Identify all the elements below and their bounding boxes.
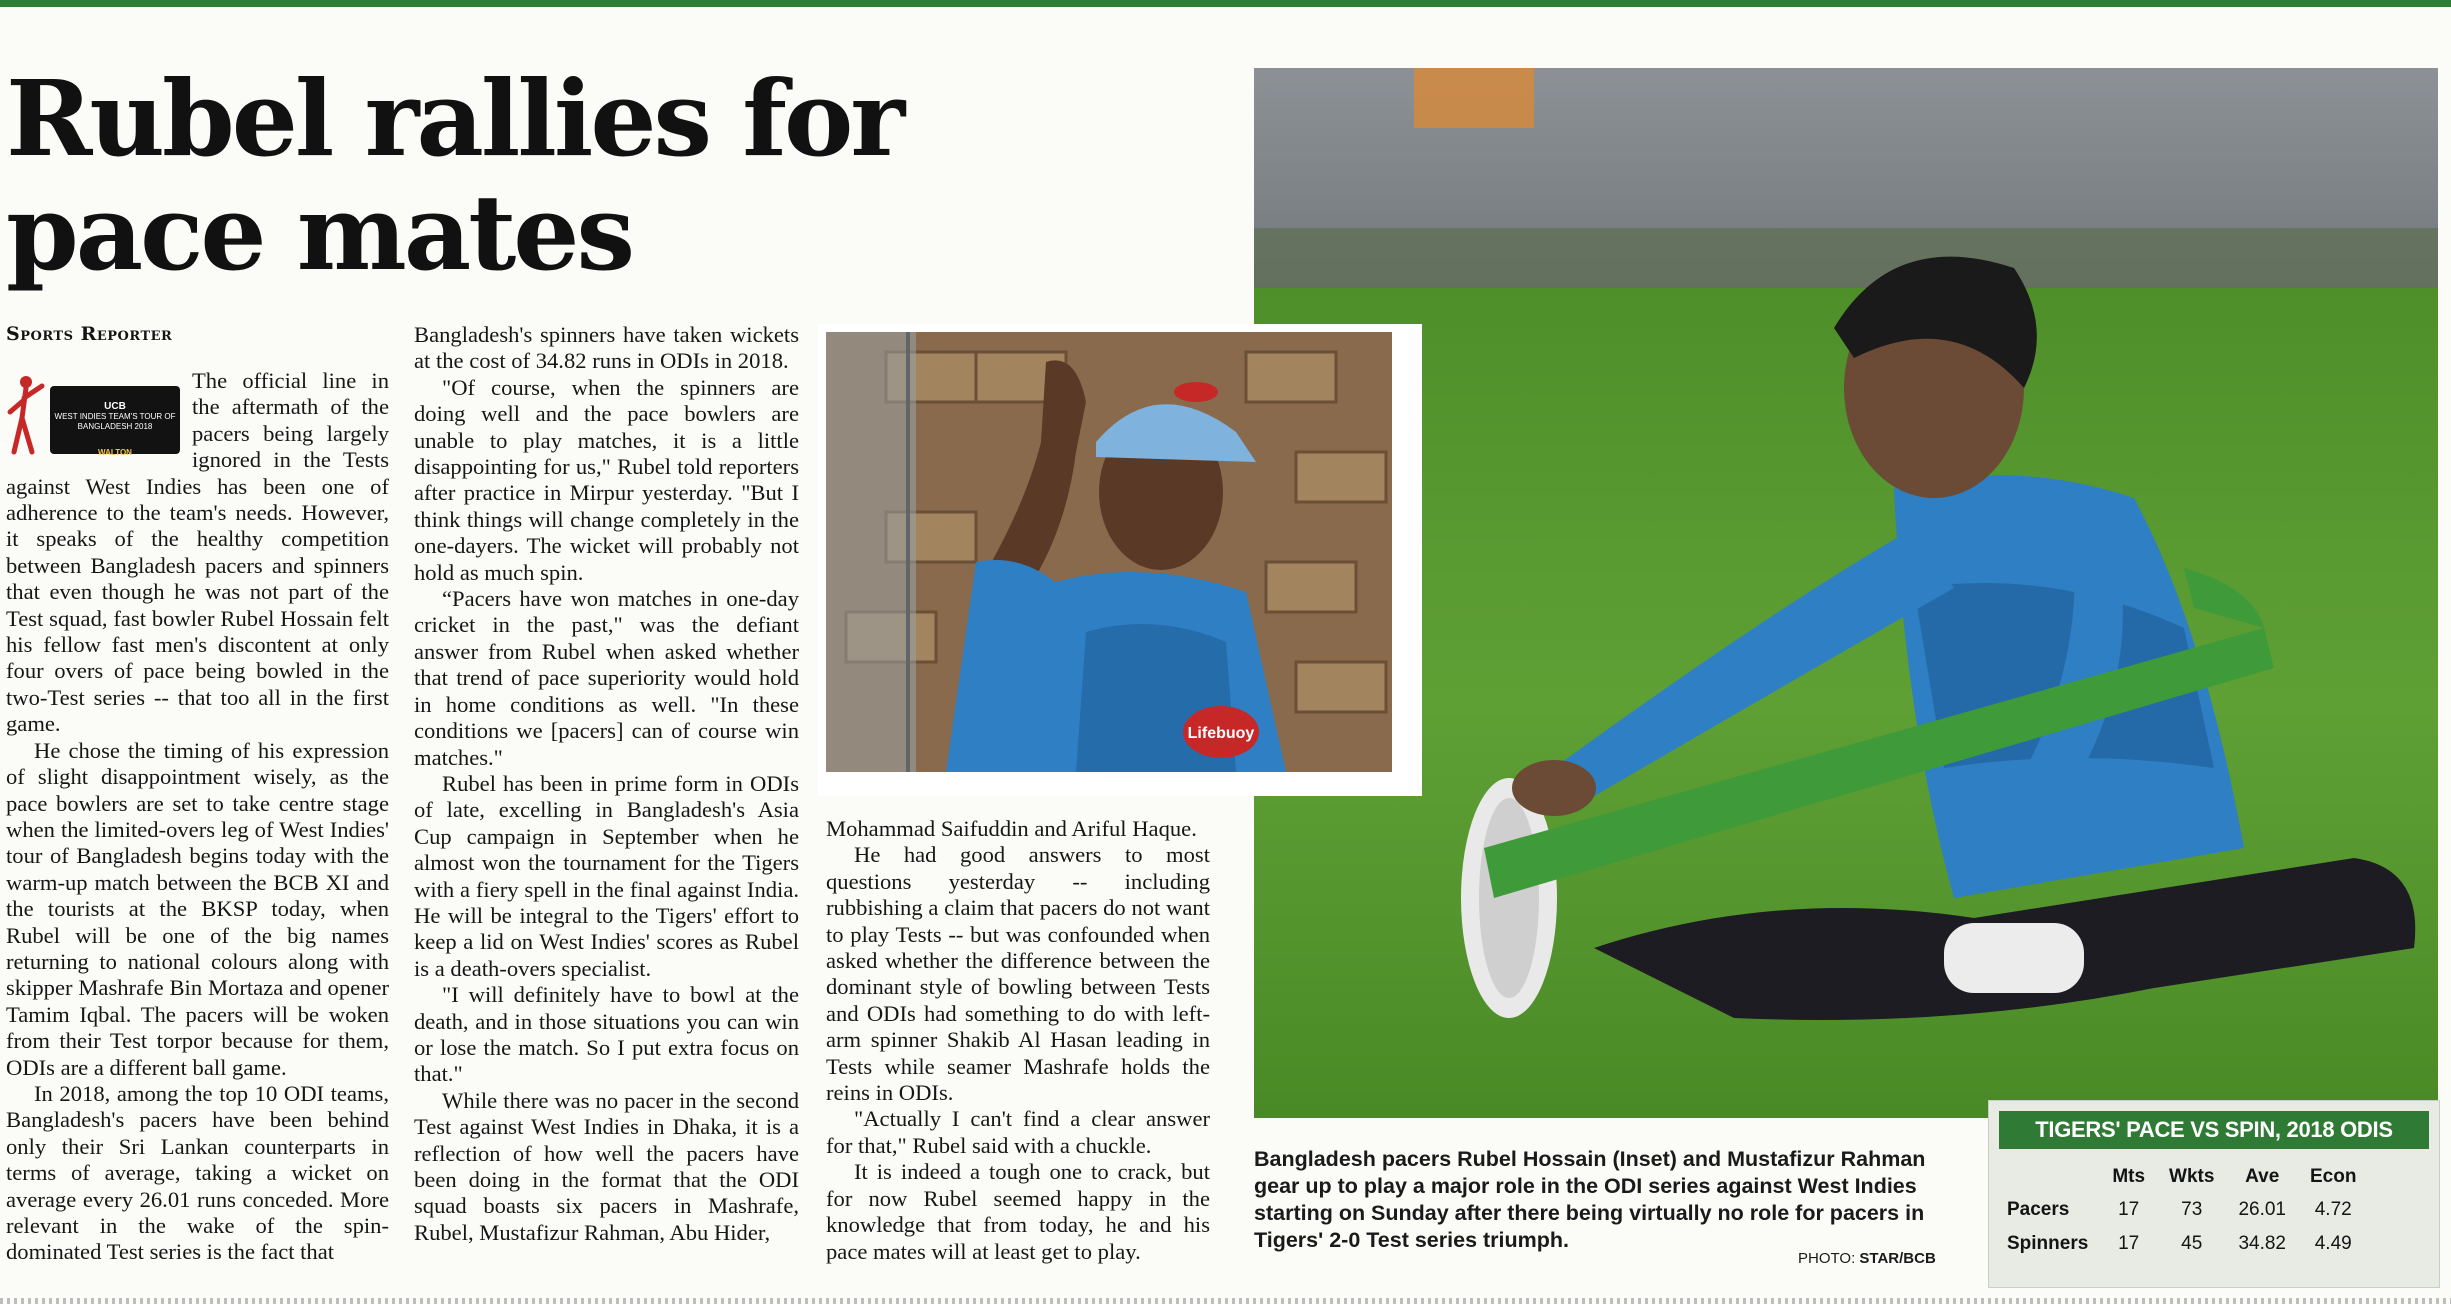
photo-caption: Bangladesh pacers Rubel Hossain (Inset) and Mustafizur Rahman gear up to play a major role in the ODI series against West Indies starting on Sunday after there being virtually no role for pacers in Tigers' 2-0 Test series triumph.: [1254, 1147, 1926, 1252]
top-rule: [0, 0, 2451, 7]
cell: 17: [2118, 1233, 2140, 1254]
stretching-player-image: [1254, 68, 2438, 1118]
cell: 73: [2181, 1199, 2203, 1220]
stats-header-econ: Econ: [2310, 1166, 2357, 1187]
logo-org: UCB: [104, 401, 126, 412]
stats-header-ave: Ave: [2245, 1166, 2280, 1187]
table-row: [2007, 1227, 2368, 1261]
sponsor-logo-text: Lifebuoy: [1187, 725, 1255, 742]
logo-box: [50, 386, 180, 457]
row-label: Spinners: [2007, 1233, 2089, 1254]
cricketer-logo-icon: [6, 372, 50, 460]
paragraph: He had good answers to most questions yesterday -- including rubbishing a claim that pacers do not want to play Tests -- but was confounded when asked whether the difference between the dominant style of bowling between Tests and ODIs had something to do with left-arm spinner Shakib Al Hasan leading in Tests while seamer Mashrafe holds the reins in ODIs.: [826, 842, 1210, 1106]
article-column-2: [414, 322, 799, 1246]
paragraph: While there was no pacer in the second Test against West Indies in Dhaka, it is a reflection of how well the pacers have been doing in the format that the ODI squad boasts six pacers in Mashrafe, Rubel, Mustafizur Rahman, Abu Hider,: [414, 1087, 799, 1245]
cell: 4.72: [2314, 1199, 2352, 1220]
stats-title: TIGERS' PACE VS SPIN, 2018 ODIS: [1999, 1111, 2429, 1149]
series-logo: [6, 372, 182, 460]
headline: [6, 57, 1206, 294]
row-label: Pacers: [2007, 1199, 2070, 1220]
stats-header-row: [2007, 1161, 2368, 1193]
byline: Sports Reporter: [6, 323, 173, 345]
paragraph: Mohammad Saifuddin and Ariful Haque.: [826, 816, 1197, 841]
article-column-1: [6, 368, 389, 1266]
cell: 17: [2118, 1199, 2140, 1220]
cell: 34.82: [2238, 1233, 2286, 1254]
article-column-3: [826, 816, 1210, 1265]
stats-header-mts: Mts: [2112, 1166, 2146, 1187]
stats-header-wkts: Wkts: [2169, 1166, 2215, 1187]
paragraph: "Of course, when the spinners are doing well and the pace bowlers are unable to play matches, it is a little disappointing for us," Rubel told reporters after practice in Mirpur yesterday. "But I think things will change completely in the one-dayers. The wicket will probably not hold as much spin.: [414, 374, 799, 585]
paragraph: It is indeed a tough one to crack, but for now Rubel seemed happy in the knowledge that from today, he and his pace mates will at least get to play.: [826, 1159, 1210, 1264]
paragraph: “Pacers have won matches in one-day cricket in the past," was the defiant answer from Rubel when asked whether that trend of pace superiority would hold in home conditions as well. "In these conditions we [pacers] can of course win matches.": [414, 586, 799, 770]
logo-text: WEST INDIES TEAM'S TOUR OF BANGLADESH 2018: [54, 412, 176, 431]
main-photo: [1254, 68, 2438, 1118]
inset-photo-frame: [818, 324, 1422, 796]
photo-credit: [1798, 1250, 1936, 1267]
paragraph: Rubel has been in prime form in ODIs of late, excelling in Bangladesh's Asia Cup campaign in September when he almost won the tournament for the Tigers with a fiery spell in the final against India. He will be integral to the Tigers' effort to keep a lid on West Indies' scores as Rubel is a death-overs specialist.: [414, 770, 799, 981]
bottom-rule: [0, 1298, 2451, 1304]
paragraph: He chose the timing of his expression of slight disappointment wisely, as the pace bowlers are set to take centre stage when the limited-overs leg of West Indies' tour of Bangladesh begins today with the warm-up match between the BCB XI and the tourists at the BKSP today, when Rubel will be one of the big names returning to national colours along with skipper Mashrafe Bin Mortaza and opener Tamim Iqbal. The pacers will be woken from their Test torpor because for them, ODIs are a different ball game.: [6, 737, 389, 1080]
table-row: [2007, 1193, 2368, 1227]
photo-credit-label: PHOTO:: [1798, 1250, 1856, 1267]
thumbs-up-player-image: [826, 332, 1392, 772]
headline-line-1: Rubel rallies for: [6, 57, 903, 180]
cell: 26.01: [2238, 1199, 2286, 1220]
cell: 4.49: [2314, 1233, 2352, 1254]
headline-line-2: pace mates: [6, 171, 632, 294]
paragraph: "I will definitely have to bowl at the death, and in those situations you can win or lose the match. So I put extra focus on that.": [414, 982, 799, 1087]
paragraph: Bangladesh's spinners have taken wickets at the cost of 34.82 runs in ODIs in 2018.: [414, 322, 799, 374]
stats-corner-cell: [2007, 1161, 2100, 1193]
cell: 45: [2181, 1233, 2203, 1254]
photo-credit-source: STAR/BCB: [1859, 1250, 1936, 1267]
stats-box: [1988, 1100, 2440, 1288]
stats-table: [2007, 1161, 2368, 1261]
paragraph: The official line in the aftermath of the pacers being largely ignored in the Tests against West Indies has been one of adherence to the team's needs. However, it speaks of the healthy competition between Bangladesh pacers and spinners that even though he was not part of the Test squad, fast bowler Rubel Hossain felt his fellow fast men's discontent at only four overs of pace being bowled in the two-Test series -- that too all in the first game.: [6, 368, 389, 737]
inset-photo: [826, 332, 1392, 772]
paragraph: "Actually I can't find a clear answer for that," Rubel said with a chuckle.: [826, 1106, 1210, 1158]
logo-sponsor: WALTON: [98, 448, 132, 457]
paragraph: In 2018, among the top 10 ODI teams, Bangladesh's pacers have been behind only their Sri Lankan counterparts in terms of average, taking a wicket on average every 26.01 runs conceded. More relevant in the wake of the spin-dominated Test series is the fact that: [6, 1080, 389, 1265]
